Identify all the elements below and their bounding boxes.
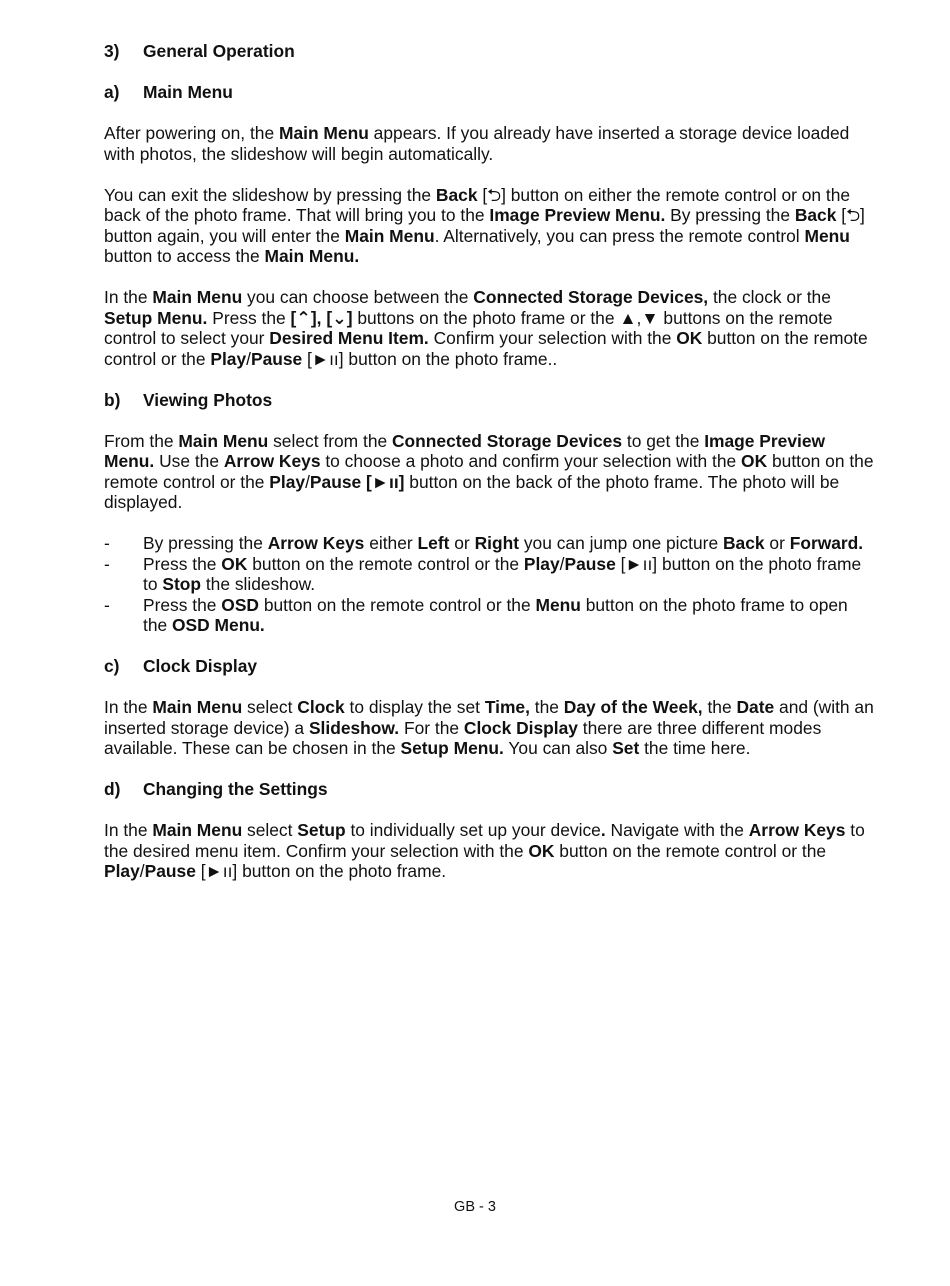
bold-run: Menu: [804, 225, 850, 246]
text-run: button on the photo frame to open the: [143, 594, 848, 635]
text-run: to choose a photo and confirm your selection with the: [320, 451, 742, 471]
text-run: select: [242, 820, 298, 840]
bold-run: OK: [528, 840, 555, 861]
text-run: [⮌] button on either the remote control or on the back of the photo frame. That will bring you to the: [104, 184, 851, 225]
section-number: c): [104, 656, 120, 676]
text-run: /: [305, 471, 310, 492]
bold-run: Clock Display: [463, 717, 578, 738]
text-run: In the: [104, 697, 153, 717]
bold-run: Main Menu: [152, 820, 243, 840]
text-run: From the: [104, 430, 179, 451]
text-run: button to access the: [104, 246, 265, 266]
text-run: button on the remote control or the: [554, 840, 827, 861]
bullet-item: [104, 533, 876, 554]
section-heading: [104, 656, 876, 677]
text-run: you can choose between the: [242, 287, 474, 307]
bold-run: Arrow Keys: [267, 533, 365, 553]
spacer: [104, 677, 876, 698]
text-run: buttons on the photo frame or the ▲,▼ buttons on the remote control to select your: [104, 307, 833, 348]
bold-run: Date: [736, 697, 775, 717]
bold-run: OSD Menu.: [172, 615, 265, 635]
text-run: button on the remote control or the: [104, 328, 868, 369]
document-page: [104, 41, 876, 882]
bold-run: .: [600, 820, 606, 840]
text-run: you can jump one picture: [519, 533, 723, 553]
bold-run: Main Menu: [344, 225, 435, 246]
spacer: [104, 103, 876, 124]
text-run: [►ıı] button on the photo frame.: [195, 861, 447, 881]
text-run: You can also: [503, 738, 613, 758]
bullet-dash: -: [104, 533, 110, 553]
spacer: [104, 410, 876, 431]
text-run: Press the: [207, 307, 291, 328]
bold-run: Pause: [564, 553, 616, 574]
text-run: Navigate with the: [605, 820, 749, 840]
section-title: Clock Display: [143, 656, 258, 676]
bullet-dash: -: [104, 553, 110, 574]
bold-run: Setup Menu.: [400, 738, 504, 758]
section-title: General Operation: [143, 41, 295, 61]
text-run: button on the remote control or the: [104, 451, 874, 492]
spacer: [104, 369, 876, 390]
bold-run: Set: [612, 738, 640, 758]
text-run: /: [559, 553, 565, 574]
bold-run: Back: [435, 184, 478, 205]
section-number: a): [104, 82, 120, 102]
bold-run: Main Menu: [178, 430, 269, 451]
text-run: appears. If you already have inserted a storage device loaded with photos, the slideshow will begin automatically.: [104, 123, 850, 164]
section-title: Changing the Settings: [143, 779, 328, 799]
spacer: [104, 164, 876, 185]
bold-run: Back: [722, 533, 765, 553]
text-run: Use the: [154, 451, 224, 471]
body-paragraph: [104, 123, 876, 164]
body-paragraph: [104, 697, 876, 759]
bold-run: Main Menu.: [264, 246, 360, 266]
text-run: button on the remote control or the: [247, 553, 524, 574]
section-heading: [104, 82, 876, 103]
page-footer: GB - 3: [454, 1199, 496, 1215]
bold-run: Arrow Keys: [748, 820, 846, 840]
spacer: [104, 759, 876, 780]
text-run: or: [764, 533, 790, 553]
bold-run: Left: [417, 533, 450, 553]
bold-run: Setup Menu.: [104, 307, 208, 328]
bold-run: Main Menu: [152, 287, 243, 307]
bold-run: OK: [221, 553, 248, 574]
text-run: the: [702, 697, 737, 717]
body-paragraph: [104, 287, 876, 369]
bullet-item: [104, 595, 876, 636]
bold-run: Forward.: [789, 533, 864, 553]
text-run: the slideshow.: [200, 574, 316, 594]
bold-run: [⌃], [⌄]: [290, 307, 353, 328]
section-title: Main Menu: [143, 82, 233, 102]
text-run: In the: [104, 287, 153, 307]
spacer: [104, 267, 876, 288]
section-heading: [104, 41, 876, 62]
bold-run: Play: [210, 348, 247, 369]
body-paragraph: [104, 431, 876, 513]
text-run: or: [449, 533, 475, 553]
text-run: the time here.: [639, 738, 751, 758]
text-run: select from the: [268, 430, 392, 451]
text-run: to display the set: [344, 697, 485, 717]
bold-run: Pause [►ıı]: [309, 471, 405, 492]
bold-run: Connected Storage Devices: [392, 430, 623, 451]
text-run: button on the remote control or the: [258, 594, 536, 615]
spacer: [104, 513, 876, 534]
text-run: to individually set up your device: [345, 820, 601, 840]
bullet-item: [104, 554, 876, 595]
bold-run: Pause: [250, 348, 303, 369]
section-heading: [104, 390, 876, 411]
text-run: By pressing the: [665, 205, 795, 225]
bold-run: Play: [104, 861, 140, 881]
bold-run: Connected Storage Devices,: [473, 287, 709, 307]
section-title: Viewing Photos: [143, 389, 273, 410]
bold-run: Main Menu: [278, 123, 369, 143]
text-run: to the desired menu item. Confirm your selection with the: [104, 820, 865, 861]
text-run: Press the: [143, 594, 222, 615]
text-run: either: [364, 533, 418, 553]
bold-run: Play: [523, 553, 560, 574]
section-number: b): [104, 389, 121, 410]
bold-run: OK: [676, 328, 703, 348]
spacer: [104, 636, 876, 657]
bold-run: Menu: [535, 594, 581, 615]
bold-run: Image Preview Menu.: [104, 430, 826, 471]
bold-run: Main Menu: [152, 697, 243, 717]
text-run: . Alternatively, you can press the remote control: [434, 225, 805, 246]
bold-run: Right: [474, 533, 519, 553]
text-run: the clock or the: [708, 287, 831, 307]
bullet-list: [104, 533, 876, 636]
body-paragraph: [104, 820, 876, 882]
bold-run: Pause: [144, 861, 196, 881]
text-run: Press the: [143, 553, 222, 574]
spacer: [104, 800, 876, 821]
bullet-dash: -: [104, 594, 110, 615]
bold-run: Stop: [162, 574, 201, 594]
bold-run: Time,: [484, 697, 530, 717]
bold-run: OSD: [221, 594, 259, 615]
bold-run: Desired Menu Item.: [269, 328, 429, 348]
section-number: d): [104, 779, 121, 799]
section-heading: [104, 779, 876, 800]
text-run: [⮌] button again, you will enter the: [104, 205, 865, 246]
section-number: 3): [104, 41, 120, 61]
text-run: [►ıı] button on the photo frame to: [143, 553, 862, 594]
text-run: select: [242, 697, 298, 717]
body-paragraph: [104, 185, 876, 267]
text-run: /: [246, 348, 251, 369]
text-run: button on the back of the photo frame. The photo will be displayed.: [104, 471, 840, 512]
text-run: Confirm your selection with the: [428, 328, 677, 348]
text-run: In the: [104, 820, 153, 840]
text-run: By pressing the: [143, 533, 268, 553]
bold-run: Image Preview Menu.: [489, 205, 666, 225]
spacer: [104, 62, 876, 83]
text-run: and (with an inserted storage device) a: [104, 697, 874, 738]
bold-run: Clock: [297, 697, 345, 717]
bold-run: Play: [269, 471, 306, 492]
text-run: the: [529, 697, 564, 717]
text-run: You can exit the slideshow by pressing the: [104, 184, 436, 205]
text-run: [►ıı] button on the photo frame..: [302, 348, 558, 369]
text-run: For the: [399, 717, 464, 738]
text-run: After powering on, the: [104, 123, 279, 143]
bold-run: Day of the Week,: [563, 697, 703, 717]
text-run: to get the: [622, 430, 705, 451]
bold-run: Slideshow.: [308, 717, 400, 738]
bold-run: OK: [741, 451, 768, 471]
bold-run: Back: [794, 205, 837, 225]
text-run: /: [139, 861, 145, 881]
bold-run: Setup: [297, 820, 346, 840]
text-run: there are three different modes available. These can be chosen in the: [104, 717, 822, 758]
bold-run: Arrow Keys: [223, 451, 321, 471]
